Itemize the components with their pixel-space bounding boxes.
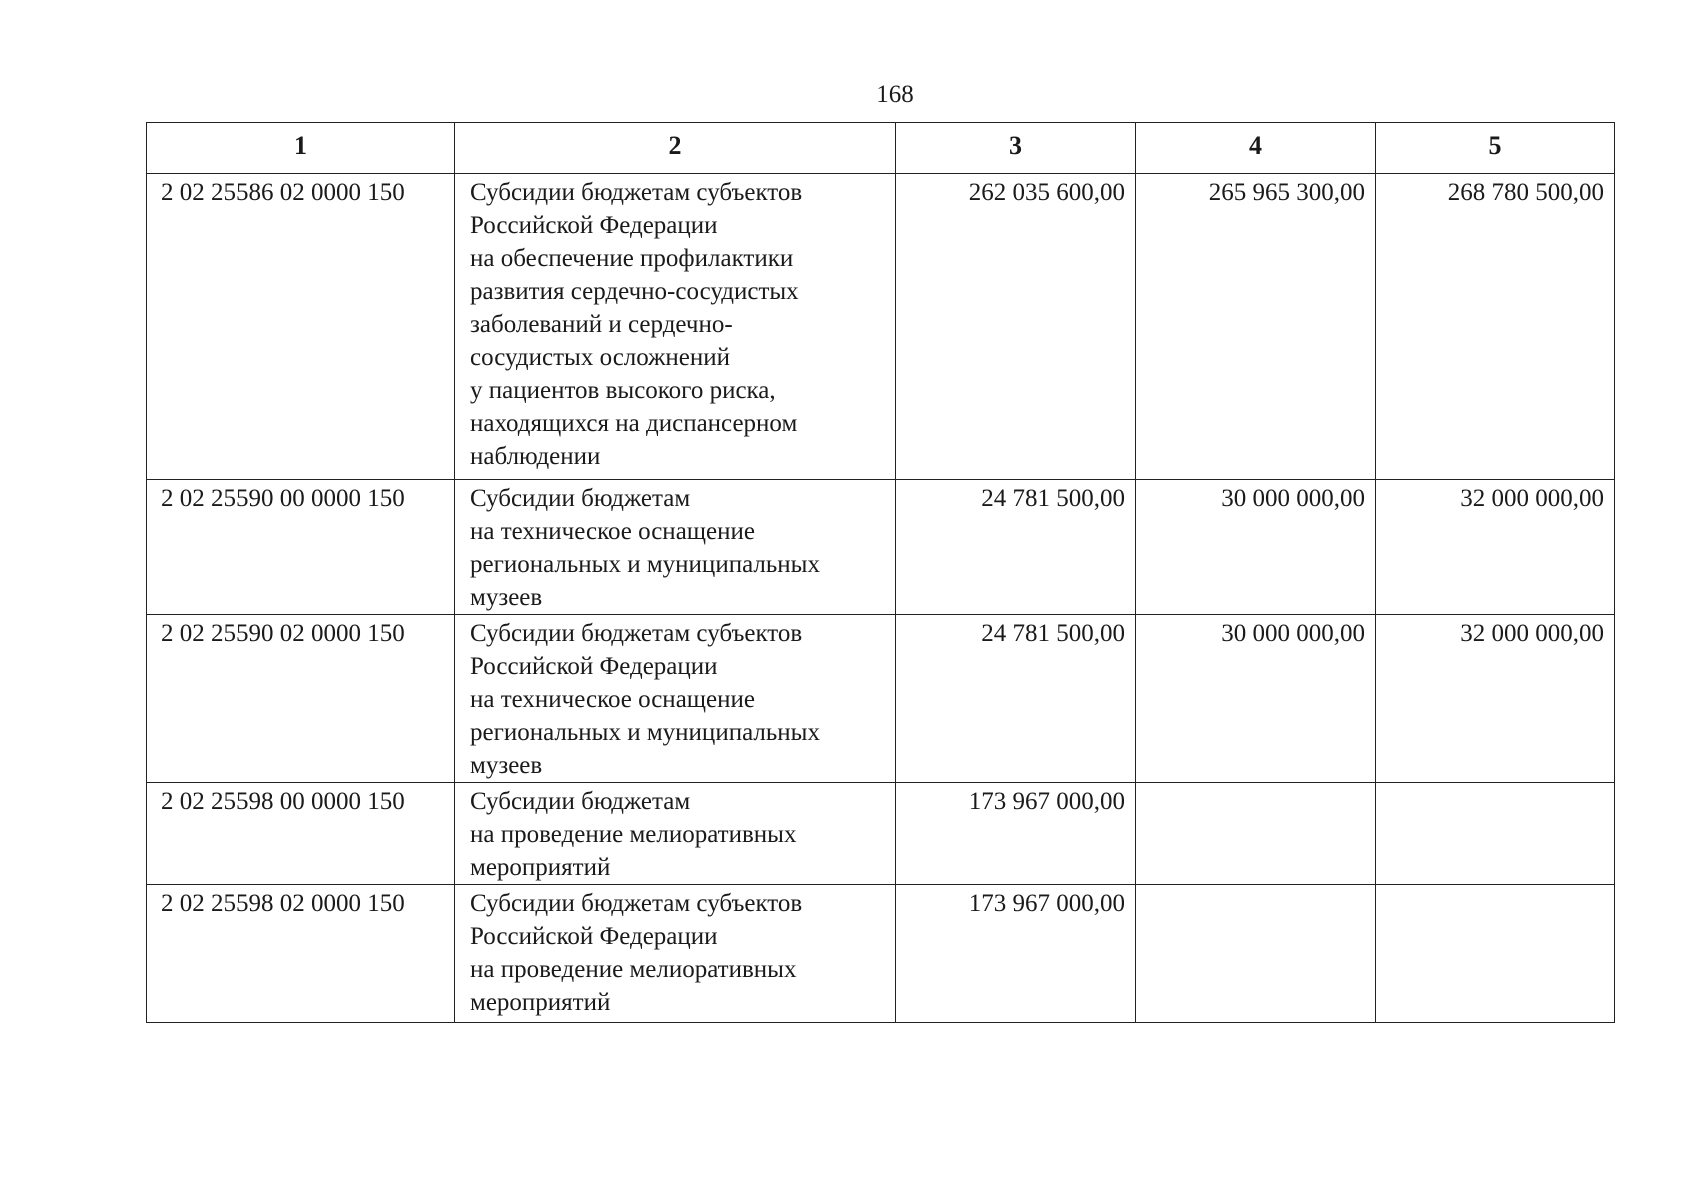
amount-col5-cell bbox=[1376, 783, 1615, 885]
header-col-2: 2 bbox=[455, 123, 896, 174]
amount-col5-cell: 32 000 000,00 bbox=[1376, 480, 1615, 615]
item-name-cell: Субсидии бюджетам субъектов Российской Федерации на техническое оснащение региональных и муниципальных музеев bbox=[455, 615, 896, 783]
table-row bbox=[147, 783, 1615, 885]
amount-col4-cell: 30 000 000,00 bbox=[1136, 480, 1376, 615]
budget-table bbox=[146, 122, 1615, 1023]
header-col-4: 4 bbox=[1136, 123, 1376, 174]
item-name-cell: Субсидии бюджетам на проведение мелиоративных мероприятий bbox=[455, 783, 896, 885]
amount-col4-cell: 30 000 000,00 bbox=[1136, 615, 1376, 783]
table-row bbox=[147, 174, 1615, 480]
page-number: 168 bbox=[876, 81, 914, 108]
amount-col3-cell: 262 035 600,00 bbox=[896, 174, 1136, 480]
header-col-1: 1 bbox=[147, 123, 455, 174]
amount-col4-cell: 265 965 300,00 bbox=[1136, 174, 1376, 480]
item-name-cell: Субсидии бюджетам субъектов Российской Федерации на обеспечение профилактики развития сердечно-сосудистых заболеваний и сердечно- сосудистых осложнений у пациентов высокого риска, находящихся на диспансерном наблюдении bbox=[455, 174, 896, 480]
amount-col4-cell bbox=[1136, 885, 1376, 1023]
table-header bbox=[147, 123, 1615, 174]
header-col-3: 3 bbox=[896, 123, 1136, 174]
amount-col5-cell bbox=[1376, 885, 1615, 1023]
amount-col3-cell: 24 781 500,00 bbox=[896, 615, 1136, 783]
item-name-cell: Субсидии бюджетам субъектов Российской Федерации на проведение мелиоративных мероприятий bbox=[455, 885, 896, 1023]
amount-col5-cell: 268 780 500,00 bbox=[1376, 174, 1615, 480]
header-col-5: 5 bbox=[1376, 123, 1615, 174]
budget-code-cell: 2 02 25590 02 0000 150 bbox=[147, 615, 455, 783]
budget-code-cell: 2 02 25598 00 0000 150 bbox=[147, 783, 455, 885]
budget-code-cell: 2 02 25590 00 0000 150 bbox=[147, 480, 455, 615]
amount-col4-cell bbox=[1136, 783, 1376, 885]
table-row bbox=[147, 480, 1615, 615]
amount-col3-cell: 173 967 000,00 bbox=[896, 783, 1136, 885]
amount-col3-cell: 173 967 000,00 bbox=[896, 885, 1136, 1023]
amount-col3-cell: 24 781 500,00 bbox=[896, 480, 1136, 615]
table-row bbox=[147, 615, 1615, 783]
budget-code-cell: 2 02 25586 02 0000 150 bbox=[147, 174, 455, 480]
table-row bbox=[147, 885, 1615, 1023]
item-name-cell: Субсидии бюджетам на техническое оснащение региональных и муниципальных музеев bbox=[455, 480, 896, 615]
amount-col5-cell: 32 000 000,00 bbox=[1376, 615, 1615, 783]
table-body bbox=[147, 174, 1615, 1023]
budget-code-cell: 2 02 25598 02 0000 150 bbox=[147, 885, 455, 1023]
header-row bbox=[147, 123, 1615, 174]
